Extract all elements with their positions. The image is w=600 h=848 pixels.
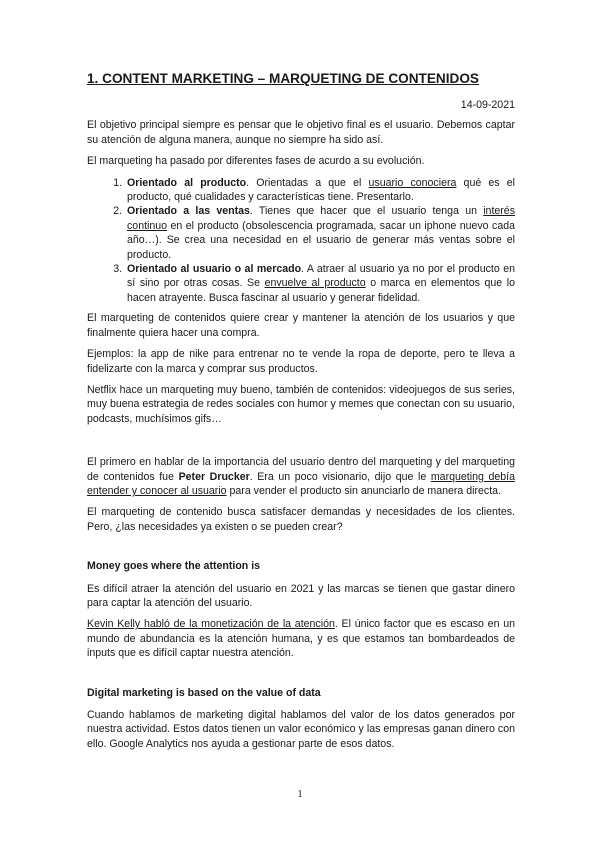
list-item-heading: Orientado al usuario o al mercado [127, 263, 302, 276]
phases-list [87, 176, 515, 306]
heading-money-attention: Money goes where the attention is [87, 560, 261, 573]
list-item-text: . A atraer al usuario ya no por el producto en sí sino por otras cosas. Se [127, 263, 515, 290]
document-date: 14-09-2021 [460, 99, 515, 111]
list-item-underlined: usuario conociera [368, 176, 457, 189]
kevin-kelly-text: . El único factor que es escaso en un mundo de abundancia es la atención humana, y es que estamos tan bombardeados de inputs que es difícil captar nuestra atención. [87, 618, 515, 660]
title-number: 1. [87, 71, 99, 86]
paragraph-objective: El objetivo principal siempre es pensar que le objetivo final es el usuario. Debemos captar su atención de alguna manera, aunque no siempre ha sido así. [87, 119, 515, 146]
spacer [87, 668, 515, 686]
paragraph-attention-2021: Es difícil atraer la atención del usuario en 2021 y las marcas se tienen que gastar dinero para captar la atención del usuario. [87, 582, 515, 609]
list-item-heading: Orientado a las ventas [127, 205, 250, 218]
list-item-heading: Orientado al producto [127, 176, 247, 189]
drucker-name: Peter Drucker [178, 470, 250, 483]
title-text: CONTENT MARKETING – MARQUETING DE CONTENIDOS [98, 71, 479, 86]
list-item-underlined: interés continuo [127, 205, 515, 232]
spacer [87, 433, 515, 455]
list-item [125, 176, 515, 205]
document-body [87, 70, 515, 758]
paragraph-drucker [87, 455, 515, 498]
paragraph-netflix-example: Netflix hace un marqueting muy bueno, también de contenidos: videojuegos de sus series, muy buena estrategia de redes sociales con humor y memes que conectan con su usuario, podcasts, muchísimos gifs… [87, 383, 515, 425]
heading-digital-marketing: Digital marketing is based on the value of data [87, 686, 321, 699]
paragraph-nike-example: Ejemplos: la app de nike para entrenar no te vende la ropa de deporte, pero te lleva a fidelizarte con la marca y comprar sus productos. [87, 348, 515, 375]
list-item-text: o marca en elementos que lo hacen atrayente. Busca fascinar al usuario y generar fidelidad. [127, 277, 515, 304]
page-number: 1 [297, 789, 303, 800]
paragraph-data-value: Cuando hablamos de marketing digital hablamos del valor de los datos generados por nuestra actividad. Estos datos tienen un valor económico y las empresas ganan dinero con ello. Google Analytics nos ayuda a gestionar parte de esos datos. [87, 709, 515, 750]
list-item-text: . Orientadas a que el [246, 176, 369, 189]
paragraph-content-marketing: El marqueting de contenidos quiere crear y mantener la atención de los usuarios y que finalmente quiera hacer una compra. [87, 312, 515, 339]
paragraph-phases-intro: El marqueting ha pasado por diferentes fases de acurdo a su evolución. [87, 155, 425, 168]
list-item [125, 262, 515, 305]
drucker-text: . Era un poco visionario, dijo que le [249, 470, 431, 483]
list-item-text: . Tienes que hacer que el usuario tenga un [249, 205, 484, 218]
drucker-text: para vender el producto sin anunciarlo de manera directa. [226, 484, 502, 497]
list-item-text: qué es el producto, qué cualidades y características tiene. Presentarlo. [127, 176, 516, 204]
list-item-underlined: envuelve al producto [264, 277, 366, 290]
drucker-text: El primero en hablar de la importancia del usuario dentro del marqueting y del marqueting de contenidos fue [87, 456, 515, 483]
spacer [87, 541, 515, 559]
drucker-underlined: marqueting debía entender y conocer al usuario [87, 470, 515, 497]
page-title [87, 70, 515, 88]
list-item [125, 204, 515, 262]
paragraph-kevin-kelly [87, 617, 515, 660]
list-item-text: en el producto (obsolescencia programada, sacar un iphone nuevo cada año…). Se crea una necesidad en el usuario de generar más ventas sobre el producto. [127, 219, 515, 261]
paragraph-needs: El marqueting de contenido busca satisfacer demandas y necesidades de los clientes. Pero, ¿las necesidades ya existen o se pueden crear? [87, 506, 515, 533]
kevin-kelly-underlined: Kevin Kelly habló de la monetización de la atención [87, 618, 335, 631]
